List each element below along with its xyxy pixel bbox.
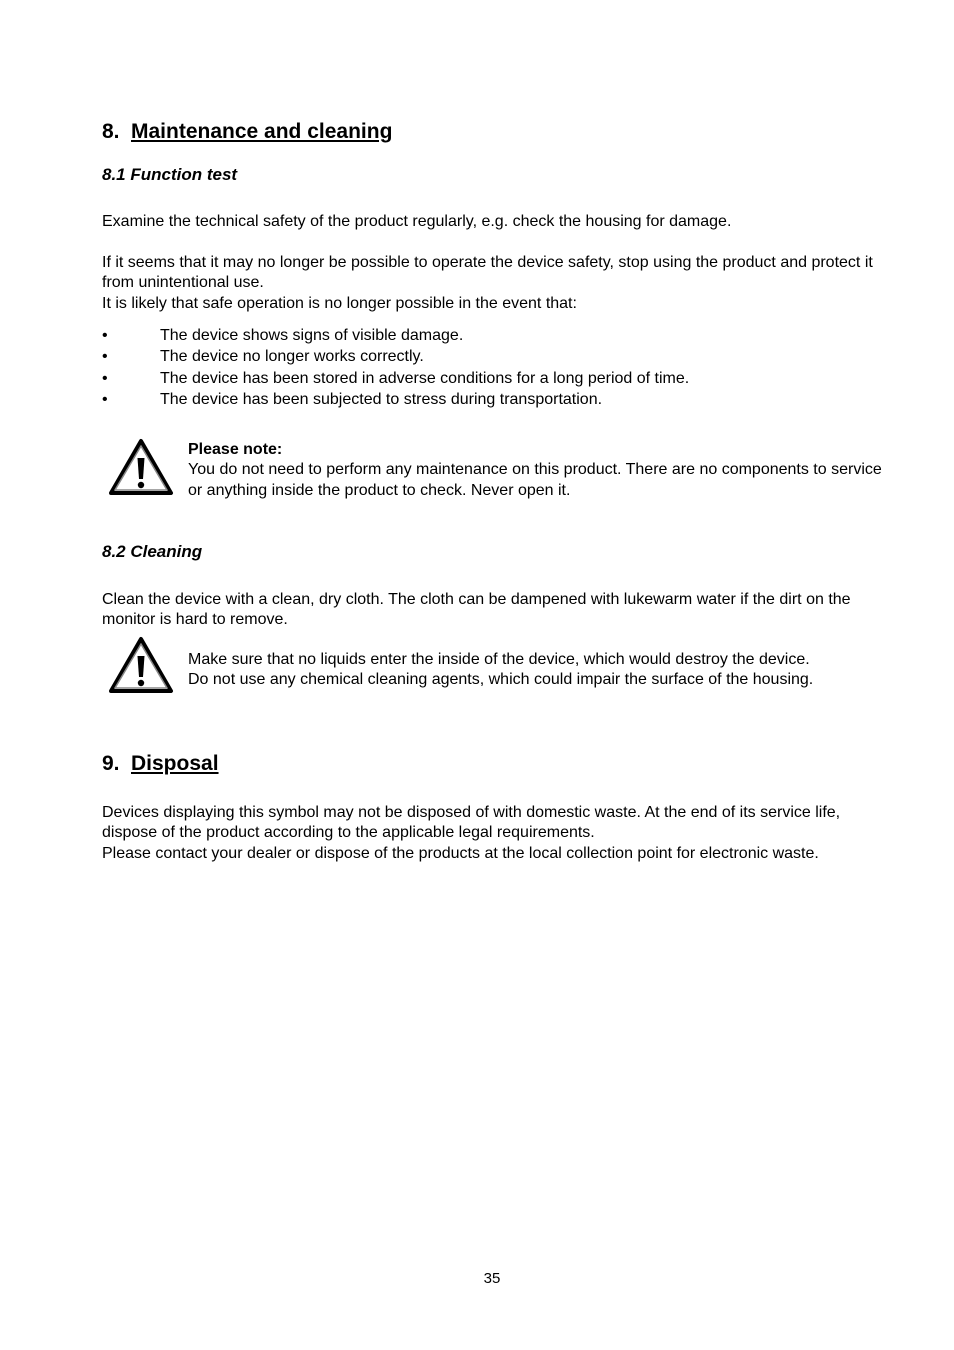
note-text: You do not need to perform any maintenance on this product. There are no components to service or anything inside the product to check. Never open it. xyxy=(188,461,882,499)
list-item: • The device shows signs of visible damage. xyxy=(102,325,892,346)
note-title: Please note: xyxy=(188,441,283,458)
function-test-paragraph xyxy=(102,253,892,314)
safety-text: If it seems that it may no longer be possible to operate the device safety, stop using the product and protect it from unintentional use. xyxy=(102,254,873,292)
cleaning-text: Clean the device with a clean, dry cloth. The cloth can be dampened with lukewarm water if the dirt on the monitor is hard to remove. xyxy=(102,591,851,629)
section-title: Disposal xyxy=(131,752,219,775)
section-number: 8. xyxy=(102,120,120,143)
page-number: 35 xyxy=(483,1270,501,1287)
warning-line-1: Make sure that no liquids enter the inside of the device, which would destroy the device. xyxy=(188,651,810,668)
intro-text: Examine the technical safety of the product regularly, e.g. check the housing for damage. xyxy=(102,213,732,230)
bullet: • xyxy=(102,369,108,387)
cleaning-warning xyxy=(188,650,894,691)
section-title: Maintenance and cleaning xyxy=(131,120,393,143)
bullet: • xyxy=(102,348,108,366)
list-item: • The device has been subjected to stress during transportation. xyxy=(102,389,892,410)
cleaning-heading: 8.2 Cleaning xyxy=(102,542,203,561)
section-9-heading xyxy=(102,751,219,777)
bullet: • xyxy=(102,327,108,344)
disposal-paragraph xyxy=(102,803,892,864)
list-item: • The device no longer works correctly. xyxy=(102,346,892,367)
maintenance-note xyxy=(188,440,894,501)
safety-condition-text: It is likely that safe operation is no longer possible in the event that: xyxy=(102,294,577,312)
warning-triangle-icon xyxy=(108,438,174,496)
function-test-heading: 8.1 Function test xyxy=(102,165,238,184)
section-8-heading xyxy=(102,119,392,145)
bullet: • xyxy=(102,391,108,409)
list-item: • The device has been stored in adverse conditions for a long period of time. xyxy=(102,368,892,389)
disposal-contact-text: Please contact your dealer or dispose of the products at the local collection point for electronic waste. xyxy=(102,844,819,862)
warning-line-2: Do not use any chemical cleaning agents, which could impair the surface of the housing. xyxy=(188,671,814,689)
warning-triangle-icon xyxy=(108,636,174,694)
disposal-text: Devices displaying this symbol may not be disposed of with domestic waste. At the end of its service life, dispose of the product according to the applicable legal requirements. xyxy=(102,804,841,842)
cleaning-paragraph xyxy=(102,590,892,631)
damage-conditions-list xyxy=(102,325,892,411)
function-test-intro xyxy=(102,212,892,232)
section-number: 9. xyxy=(102,752,120,775)
